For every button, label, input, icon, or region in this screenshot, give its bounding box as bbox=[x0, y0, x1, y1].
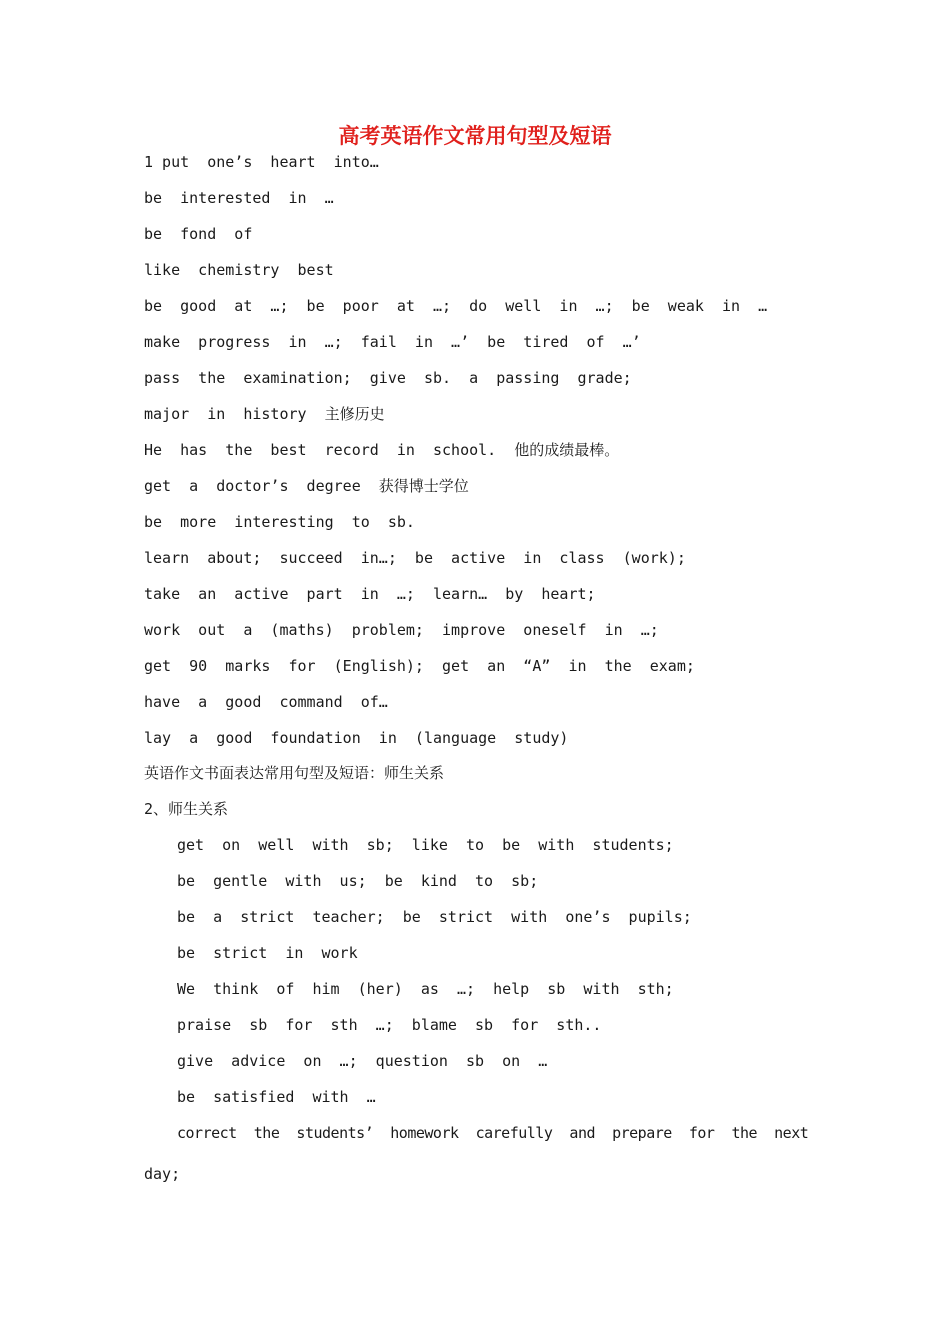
text-line: give advice on …; question sb on … bbox=[177, 1052, 548, 1070]
text-line: make progress in …; fail in …’ be tired of …’ bbox=[144, 333, 641, 351]
text-line: praise sb for sth …; blame sb for sth.. bbox=[177, 1016, 602, 1034]
text-line: We think of him (her) as …; help sb with sth; bbox=[177, 980, 674, 998]
text-line: get 90 marks for (English); get an “A” in the exam; bbox=[144, 657, 695, 675]
text-line: lay a good foundation in (language study) bbox=[144, 729, 569, 747]
text-line: be interested in … bbox=[144, 189, 334, 207]
text-line: be good at …; be poor at …; do well in …; be weak in … bbox=[144, 297, 768, 315]
section-number: 2、师生关系 bbox=[144, 800, 229, 818]
text-line: learn about; succeed in…; be active in class (work); bbox=[144, 549, 686, 567]
text-line: have a good command of… bbox=[144, 693, 388, 711]
text-line: day; bbox=[144, 1165, 181, 1183]
text-line: be a strict teacher; be strict with one’s pupils; bbox=[177, 908, 692, 926]
text-line: get on well with sb; like to be with students; bbox=[177, 836, 674, 854]
text-line: take an active part in …; learn… by heart; bbox=[144, 585, 596, 603]
document-title: 高考英语作文常用句型及短语 bbox=[338, 123, 612, 148]
text-line: pass the examination; give sb. a passing grade; bbox=[144, 369, 632, 387]
text-line: be gentle with us; be kind to sb; bbox=[177, 872, 539, 890]
text-line: get a doctor’s degree 获得博士学位 bbox=[144, 477, 469, 495]
text-line: be strict in work bbox=[177, 944, 358, 962]
text-line: like chemistry best bbox=[144, 261, 334, 279]
text-line: He has the best record in school. 他的成绩最棒。 bbox=[144, 441, 620, 459]
section-heading: 英语作文书面表达常用句型及短语：师生关系 bbox=[144, 764, 445, 782]
text-line: be satisfied with … bbox=[177, 1088, 376, 1106]
text-line: 1 put one’s heart into… bbox=[144, 153, 379, 171]
text-line: work out a (maths) problem; improve oneself in …; bbox=[144, 621, 659, 639]
text-line: be more interesting to sb. bbox=[144, 513, 415, 531]
text-line: correct the students’ homework carefully and prepare for the next bbox=[177, 1124, 809, 1142]
text-line: major in history 主修历史 bbox=[144, 405, 385, 423]
text-line: be fond of bbox=[144, 225, 253, 243]
